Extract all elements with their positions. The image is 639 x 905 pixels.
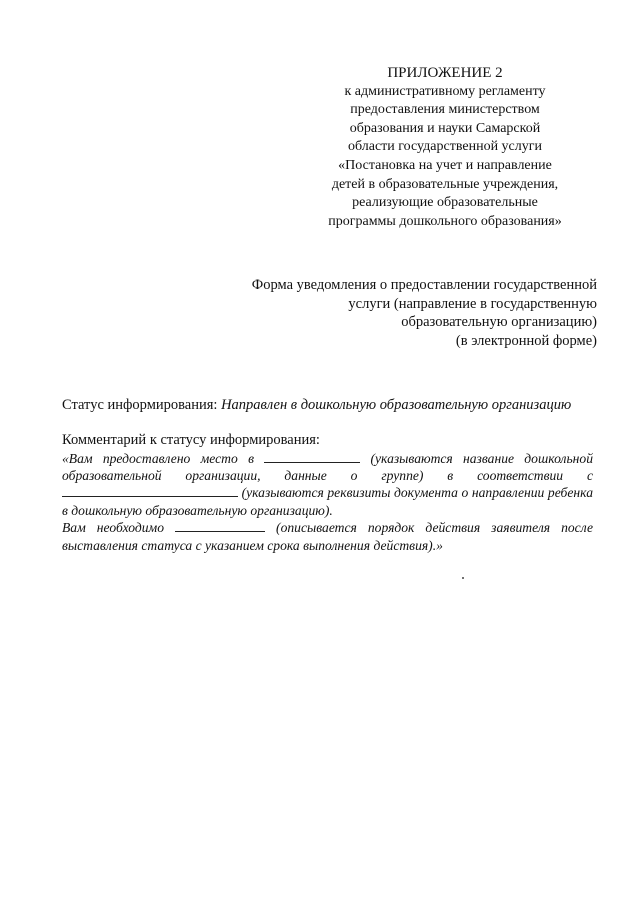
form-title xyxy=(220,276,597,350)
blank-line xyxy=(175,519,265,532)
comment-body xyxy=(62,450,593,554)
annex-line: реализующие образовательные xyxy=(352,195,538,211)
comment-text: (указываются реквизиты документа о направлении ребенка в дошкольную образовательную организацию). xyxy=(62,485,593,518)
status-label: Статус информирования: xyxy=(62,397,222,413)
comment-paragraph-1 xyxy=(62,450,593,520)
annex-line: образования и науки Самарской xyxy=(349,120,541,136)
blank-line xyxy=(264,450,360,463)
comment-heading: Комментарий к статусу информирования: xyxy=(62,432,320,448)
comment-text: (указываются название дошкольной образовательной организации, данные о группе) в соответствии с xyxy=(62,450,593,483)
comment-block xyxy=(62,432,593,554)
annex-title: ПРИЛОЖЕНИЕ 2 xyxy=(387,65,503,81)
form-title-line: услуги (направление в государственную xyxy=(348,295,597,312)
status-line xyxy=(62,396,602,414)
form-title-line: образовательную организацию) xyxy=(401,314,597,331)
annex-line: «Постановка на учет и направление xyxy=(338,157,552,173)
scan-speck xyxy=(462,577,464,579)
status-value: Направлен в дошкольную образовательную организацию xyxy=(221,397,572,413)
comment-text: Вам необходимо xyxy=(62,520,176,536)
annex-line: предоставления министерством xyxy=(350,102,540,118)
comment-text: (описывается порядок действия заявителя после выставления статуса с указанием срока выполнения действия).» xyxy=(62,520,593,553)
annex-line: к административному регламенту xyxy=(344,83,546,99)
form-title-line: Форма уведомления о предоставлении государственной xyxy=(251,277,597,293)
form-title-line: (в электронной форме) xyxy=(455,332,597,349)
annex-line: области государственной услуги xyxy=(347,139,542,155)
annex-line: детей в образовательные учреждения, xyxy=(331,176,559,192)
annex-header xyxy=(290,64,600,231)
annex-line: программы дошкольного образования» xyxy=(328,213,562,229)
comment-text: «Вам предоставлено место в xyxy=(62,450,265,466)
comment-paragraph-2 xyxy=(62,519,593,554)
blank-line xyxy=(62,484,238,497)
